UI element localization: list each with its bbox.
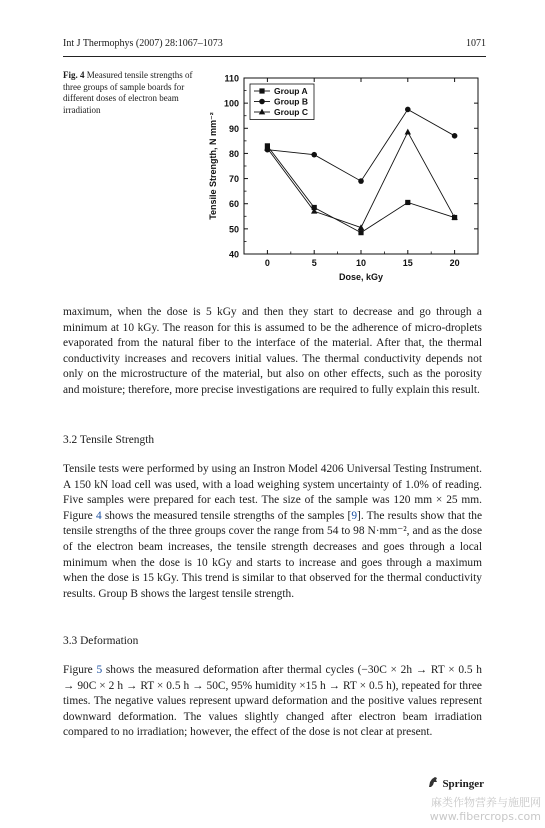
publisher-name: Springer — [442, 778, 484, 790]
paragraph-deformation — [63, 663, 482, 741]
journal-citation: Int J Thermophys (2007) 28:1067–1073 — [63, 38, 223, 49]
x-tick-label: 0 — [264, 258, 270, 268]
y-tick-label: 110 — [224, 73, 239, 84]
y-tick-label: 40 — [228, 249, 239, 260]
legend-group-a-label: Group A — [274, 86, 308, 97]
y-tick-label: 80 — [228, 148, 239, 159]
para3-text-a: Figure — [63, 664, 97, 676]
series-group-c-point — [405, 129, 411, 135]
x-tick-label: 10 — [355, 258, 367, 268]
figure-caption — [63, 70, 203, 116]
figure-label: Fig. 4 — [63, 70, 85, 80]
y-tick-label: 100 — [223, 98, 239, 109]
figure-4-link[interactable]: 4 — [95, 509, 102, 522]
legend-group-c-label: Group C — [274, 107, 308, 118]
x-tick-label: 20 — [449, 258, 460, 268]
y-tick-label: 70 — [228, 174, 239, 185]
y-tick-label: 90 — [228, 123, 239, 134]
figure-caption-text: Measured tensile strengths of three groups of sample boards for different doses of electron beam irradiation — [63, 70, 193, 115]
para3-text-b: shows the measured deformation after thermal cycles (−30C × 2h → RT × 0.5 h → 90C × 2 h → RT × 0.5 h → 50C, 95% humidity ×15 h → RT × 0.5 h), repeated for three times. The negative values represent upward deformation and the positive values represent downward deformation. The values slightly changed after electron beam irradiation compared to no irradiation; however, the effect of the dose is not clear at present. — [63, 664, 482, 739]
series-group-a-point — [358, 230, 363, 235]
series-group-b-point — [358, 178, 364, 184]
series-group-b-line — [267, 109, 454, 181]
watermark-line-2: www.fibercrops.com — [429, 810, 541, 823]
para2-text-a: Tensile tests were performed by using an Instron Model 4206 Universal Testing Instrument. A 150 kN load cell was used, with a load weighing system uncertainty of 1.0% of reading. Five samples were prepared for each test. The size of the sample was 120 mm × 25 mm. Figure — [63, 463, 482, 522]
x-tick-label: 5 — [311, 258, 317, 268]
tensile-strength-chart — [198, 68, 488, 286]
series-group-a-point — [405, 200, 410, 205]
page-number: 1071 — [466, 38, 486, 49]
section-heading-tensile-strength: 3.2 Tensile Strength — [63, 434, 155, 446]
y-tick-label: 50 — [228, 224, 239, 235]
figure-5-link[interactable]: 5 — [96, 664, 103, 676]
para2-text-b: shows the measured tensile strengths of the samples [ — [101, 509, 352, 522]
publisher-mark — [427, 776, 484, 790]
reference-9-link[interactable]: 9 — [351, 509, 358, 522]
y-axis-label: Tensile Strength, N mm⁻² — [208, 112, 218, 220]
watermark-line-1: 麻类作物营养与施肥网 — [431, 796, 541, 809]
series-group-b-point — [405, 107, 411, 113]
section-heading-deformation: 3.3 Deformation — [63, 635, 139, 647]
series-group-b-point — [311, 152, 317, 158]
paragraph-thermal-conductivity: maximum, when the dose is 5 kGy and then they start to decrease and go through a minimum at 10 kGy. The reason for this is assumed to be the adherence of micro-droplets evaporated from the natural fiber to the interface of the material. After that, the thermal conductivity increases and recovers initial values. The thermal conductivity depends not only on the microstructure of the material, but also on other effects, such as the porosity and moisture; therefore, more precise investigations are required to fully explain this result. — [63, 306, 482, 396]
para2-text-c: ]. The results show that the tensile strengths of the three groups cover the range from 54 to 98 N·mm⁻², and as the dose of the electron beam increases, the tensile strength decreases and goes through a local minimum when the dose is 10 kGy and starts to increase and goes through a maximum when the dose is 15 kGy. This trend is similar to that observed for the thermal conductivity results. Group B shows the largest tensile strength. — [63, 509, 482, 600]
series-group-b-point — [452, 133, 458, 139]
paragraph-tensile-strength — [63, 462, 482, 602]
site-watermark — [430, 796, 541, 824]
x-tick-label: 15 — [402, 258, 413, 268]
x-axis-label: Dose, kGy — [338, 272, 384, 282]
y-tick-label: 60 — [228, 199, 239, 210]
legend-group-b-label: Group B — [274, 96, 308, 107]
header-rule — [63, 56, 486, 57]
series-group-a-line — [267, 146, 454, 233]
legend-group-a-point — [259, 88, 264, 93]
running-header — [63, 38, 486, 54]
springer-horse-icon — [427, 776, 439, 788]
legend-group-b-point — [259, 99, 265, 105]
